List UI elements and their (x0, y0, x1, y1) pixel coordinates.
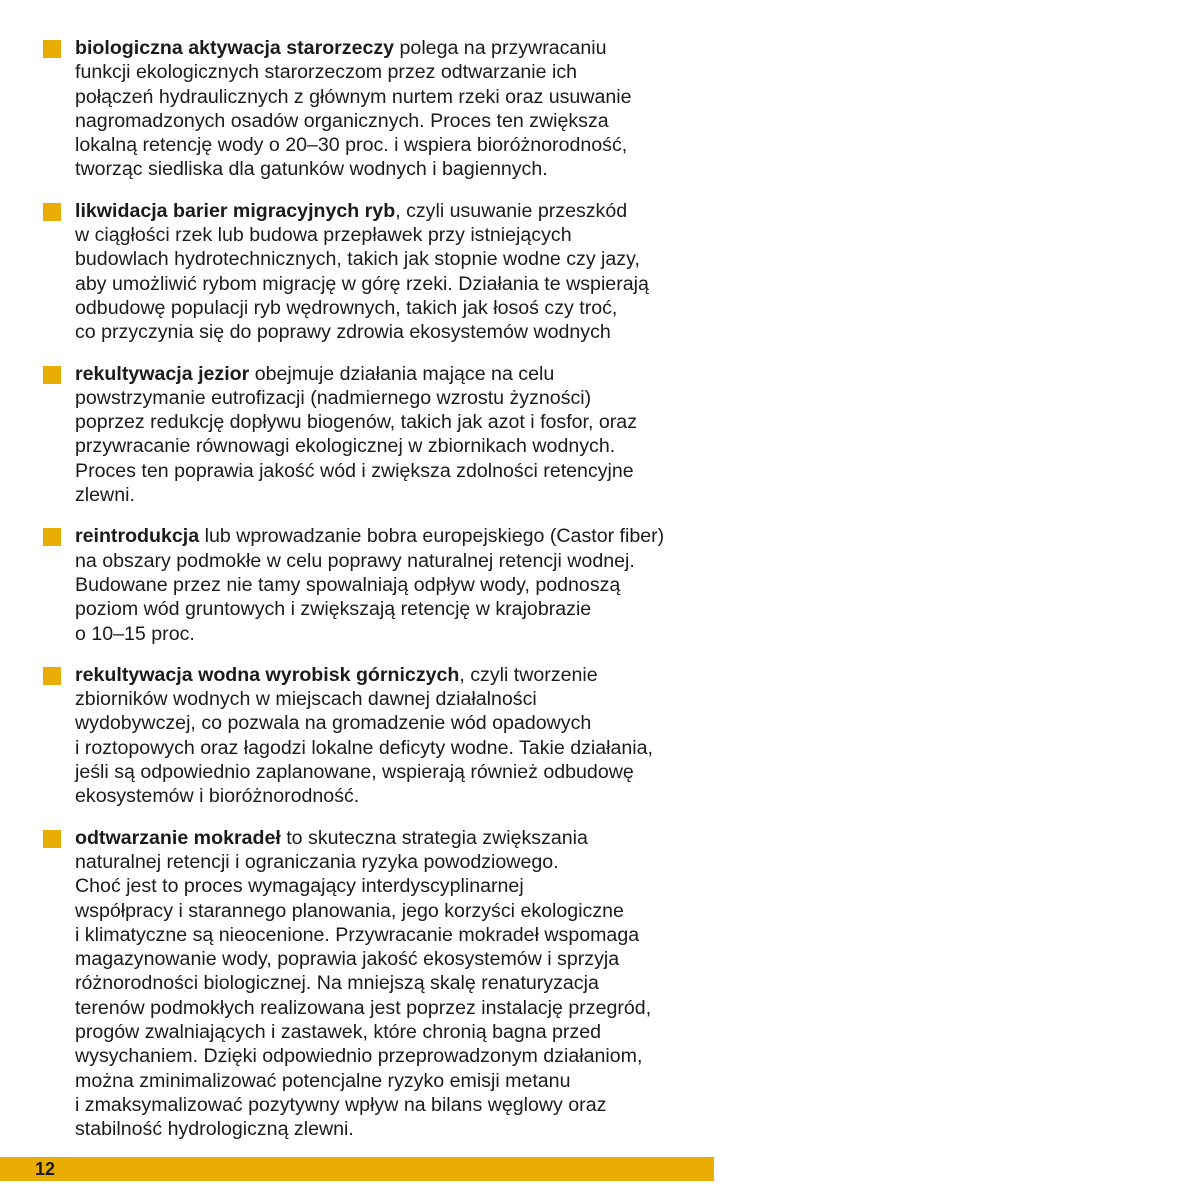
square-bullet-icon (43, 366, 61, 384)
text-line: współpracy i starannego planowania, jego korzyści ekologiczne (75, 899, 624, 922)
list-item (43, 199, 693, 345)
text-line: wysychaniem. Dzięki odpowiednio przeprowadzonym działaniom, (75, 1045, 643, 1068)
text-line (75, 362, 693, 386)
text-line (75, 524, 693, 548)
text-line: odbudowę populacji ryb wędrownych, takich jak łosoś czy troć, (75, 296, 618, 319)
term-description: , czyli usuwanie przeszkód (395, 199, 628, 222)
text-line: budowlach hydrotechnicznych, takich jak stopnie wodne czy jazy, (75, 248, 640, 271)
text-line: wydobywczej, co pozwala na gromadzenie wód opadowych (75, 712, 592, 735)
text-line: i klimatyczne są nieocenione. Przywracanie mokradeł wspomaga (75, 923, 640, 946)
square-bullet-icon (43, 203, 61, 221)
text-line: zlewni. (75, 484, 135, 507)
text-line: stabilność hydrologiczną zlewni. (75, 1118, 354, 1141)
bold-term: rekultywacja jezior (75, 362, 250, 385)
term-description: , czyli tworzenie (459, 663, 598, 686)
term-description: lub wprowadzanie bobra europejskiego (Castor fiber) (199, 525, 665, 548)
list-item (43, 524, 693, 645)
text-line: poprzez redukcję dopływu biogenów, takich jak azot i fosfor, oraz (75, 411, 637, 434)
page-number: 12 (35, 1159, 56, 1179)
text-line: terenów podmokłych realizowana jest poprzez instalację przegród, (75, 996, 652, 1019)
square-bullet-icon (43, 528, 61, 546)
term-description: polega na przywracaniu (394, 37, 607, 59)
text-line: powstrzymanie eutrofizacji (nadmiernego wzrostu żyzności) (75, 386, 592, 409)
text-line: można zminimalizować potencjalne ryzyko emisji metanu (75, 1069, 571, 1092)
text-line: progów zwalniających i zastawek, które chronią bagna przed (75, 1020, 602, 1043)
text-line: w ciągłości rzek lub budowa przepławek przy istniejących (75, 224, 572, 247)
text-line: Budowane przez nie tamy spowalniają odpływ wody, podnoszą (75, 573, 621, 596)
text-line (75, 826, 693, 850)
text-line (75, 36, 693, 60)
text-line: zbiorników wodnych w miejscach dawnej działalności (75, 688, 537, 711)
list-item (43, 362, 693, 508)
text-line: przywracanie równowagi ekologicznej w zbiornikach wodnych. (75, 435, 616, 458)
bullet-list (43, 36, 693, 1158)
text-line: lokalną retencję wody o 20–30 proc. i wspiera bioróżnorodność, (75, 134, 628, 157)
text-line: różnorodności biologicznej. Na mniejszą skalę renaturyzacja (75, 972, 599, 995)
text-line: i roztopowych oraz łagodzi lokalne deficyty wodne. Takie działania, (75, 736, 653, 759)
text-line: nagromadzonych osadów organicznych. Proces ten zwiększa (75, 109, 609, 132)
text-line: o 10–15 proc. (75, 622, 195, 645)
text-line: co przyczynia się do poprawy zdrowia ekosystemów wodnych (75, 321, 611, 344)
term-description: obejmuje działania mające na celu (249, 362, 555, 385)
text-line: Proces ten poprawia jakość wód i zwiększa zdolności retencyjne (75, 459, 634, 482)
square-bullet-icon (43, 667, 61, 685)
list-item (43, 826, 693, 1142)
text-line: aby umożliwić rybom migrację w górę rzeki. Działania te wspierają (75, 272, 649, 295)
bold-term: odtwarzanie mokradeł (75, 826, 281, 849)
text-line: ekosystemów i bioróżnorodność. (75, 785, 360, 808)
list-item (43, 36, 693, 182)
square-bullet-icon (43, 40, 61, 58)
text-line: połączeń hydraulicznych z głównym nurtem rzeki oraz usuwanie (75, 85, 632, 108)
text-line: tworząc siedliska dla gatunków wodnych i bagiennych. (75, 158, 548, 181)
text-line: i zmaksymalizować pozytywny wpływ na bilans węglowy oraz (75, 1093, 607, 1116)
bold-term: rekultywacja wodna wyrobisk górniczych (75, 663, 460, 686)
term-description: to skuteczna strategia zwiększania (280, 826, 588, 849)
list-item (43, 663, 693, 809)
text-line: funkcji ekologicznych starorzeczom przez odtwarzanie ich (75, 61, 578, 84)
text-line: naturalnej retencji i ograniczania ryzyka powodziowego. (75, 850, 559, 873)
text-line (75, 663, 693, 687)
bold-term: reintrodukcja (75, 525, 200, 548)
text-line: magazynowanie wody, poprawia jakość ekosystemów i sprzyja (75, 948, 620, 971)
bold-term: biologiczna aktywacja starorzeczy (75, 37, 395, 59)
text-line: poziom wód gruntowych i zwiększają retencję w krajobrazie (75, 598, 592, 621)
bold-term: likwidacja barier migracyjnych ryb (75, 199, 396, 222)
text-line: Choć jest to proces wymagający interdyscyplinarnej (75, 875, 524, 898)
square-bullet-icon (43, 830, 61, 848)
footer-bar (0, 1157, 714, 1181)
text-line (75, 199, 693, 223)
text-line: na obszary podmokłe w celu poprawy naturalnej retencji wodnej. (75, 549, 635, 572)
text-line: jeśli są odpowiednio zaplanowane, wspierają również odbudowę (75, 761, 634, 784)
